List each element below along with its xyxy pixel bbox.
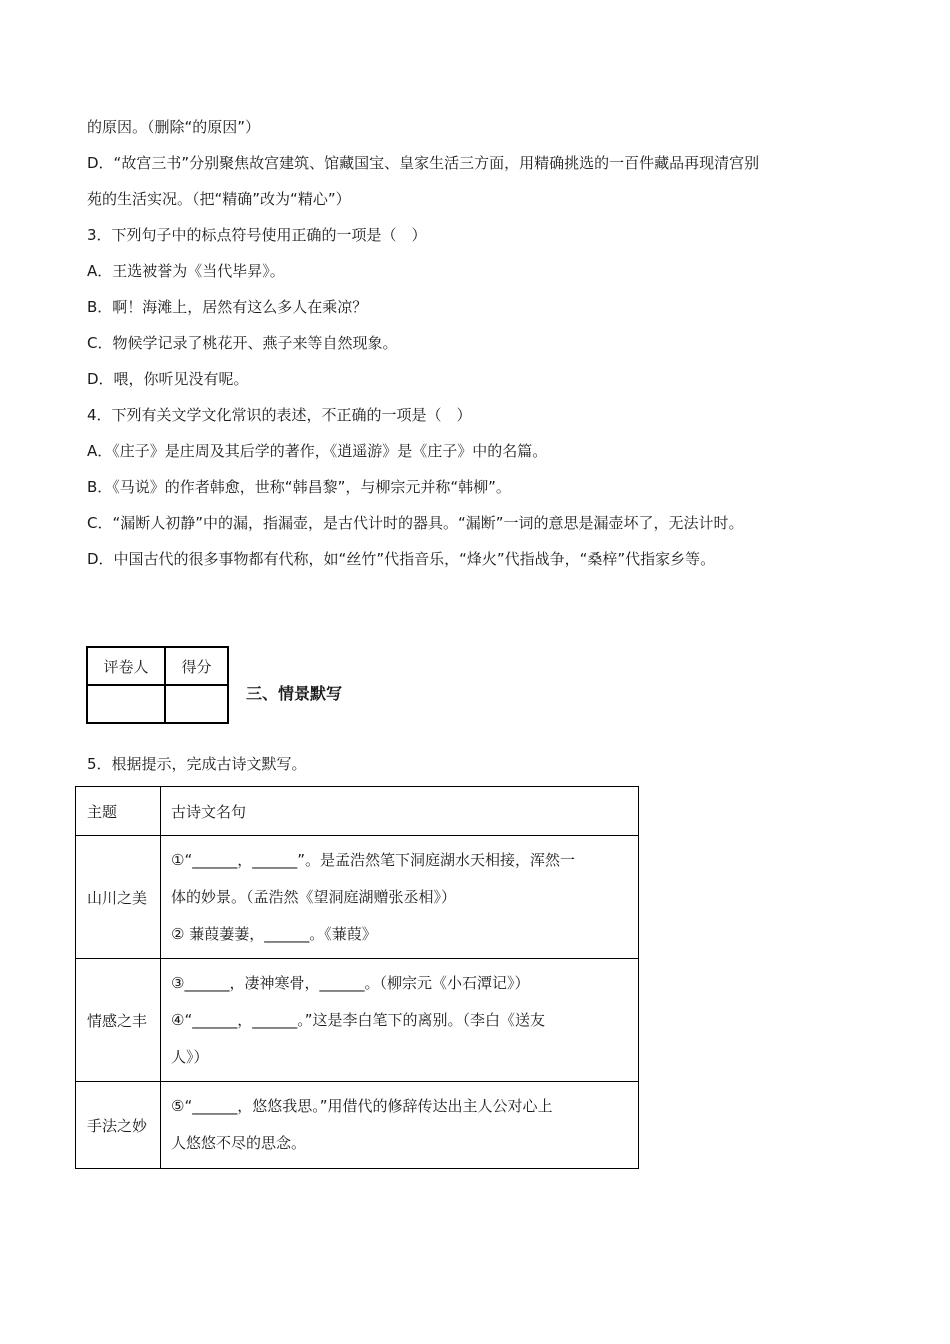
option-c: C．物候学记录了桃花开、燕子来等自然现象。 [87, 334, 398, 352]
row-theme: 情感之丰 [76, 959, 161, 1082]
poem-line: ⑤“______，悠悠我思。”用借代的修辞传达出主人公对心上 [171, 1097, 553, 1115]
row-theme: 手法之妙 [76, 1082, 161, 1169]
option-c: C．“漏断人初静”中的漏，指漏壶，是古代计时的器具。“漏断”一词的意思是漏壶坏了，无法计时。 [87, 514, 744, 532]
text-line: D．“故宫三书”分别聚焦故宫建筑、馆藏国宝、皇家生活三方面，用精确挑选的一百件藏品再现清宫别 [87, 154, 760, 172]
question-5: 5．根据提示，完成古诗文默写。 [87, 755, 307, 773]
text-line: 苑的生活实况。（把“精确”改为“精心”） [87, 190, 351, 208]
text-line: 的原因。（删除“的原因”） [87, 118, 261, 136]
option-b: B．《马说》的作者韩愈，世称“韩昌黎”，与柳宗元并称“韩柳”。 [87, 478, 511, 496]
header-content: 古诗文名句 [161, 787, 639, 836]
option-a: A．《庄子》是庄周及其后学的著作，《逍遥游》是《庄子》中的名篇。 [87, 442, 548, 460]
poem-line: ④“______，______。”这是李白笔下的离别。（李白《送友 [171, 1010, 545, 1029]
poem-line: ③______，凄神寒骨，______。（柳宗元《小石潭记》） [171, 973, 530, 992]
reviewer-cell [87, 685, 165, 723]
poem-line: ② 蒹葭萋萋，______。《蒹葭》 [171, 924, 377, 943]
question-4: 4．下列有关文学文化常识的表述，不正确的一项是（ ） [87, 406, 472, 424]
poem-line: 体的妙景。（孟浩然《望洞庭湖赠张丞相》） [171, 887, 457, 906]
option-a: A．王选被誉为《当代毕昇》。 [87, 262, 285, 280]
row-theme: 山川之美 [76, 836, 161, 959]
option-b: B．啊！海滩上，居然有这么多人在乘凉？ [87, 298, 368, 316]
poem-line: 人》） [171, 1047, 209, 1066]
poem-line: 人悠悠不尽的思念。 [171, 1134, 307, 1152]
row-content [161, 836, 639, 959]
poem-line: ①“______，______”。是孟浩然笔下洞庭湖水天相接，浑然一 [171, 850, 575, 869]
row-content [161, 1082, 639, 1169]
option-d: D．喂，你听见没有呢。 [87, 370, 249, 388]
option-d: D．中国古代的很多事物都有代称，如“丝竹”代指音乐，“烽火”代指战争，“桑梓”代指家乡等。 [87, 550, 716, 568]
question-3: 3．下列句子中的标点符号使用正确的一项是（ ） [87, 226, 427, 244]
score-box [86, 646, 229, 724]
poem-table [75, 786, 639, 1169]
section-title: 三、情景默写 [246, 684, 343, 703]
row-content [161, 959, 639, 1082]
score-cell [165, 685, 228, 723]
header-theme: 主题 [76, 787, 161, 836]
score-label: 得分 [165, 647, 228, 685]
reviewer-label: 评卷人 [87, 647, 165, 685]
